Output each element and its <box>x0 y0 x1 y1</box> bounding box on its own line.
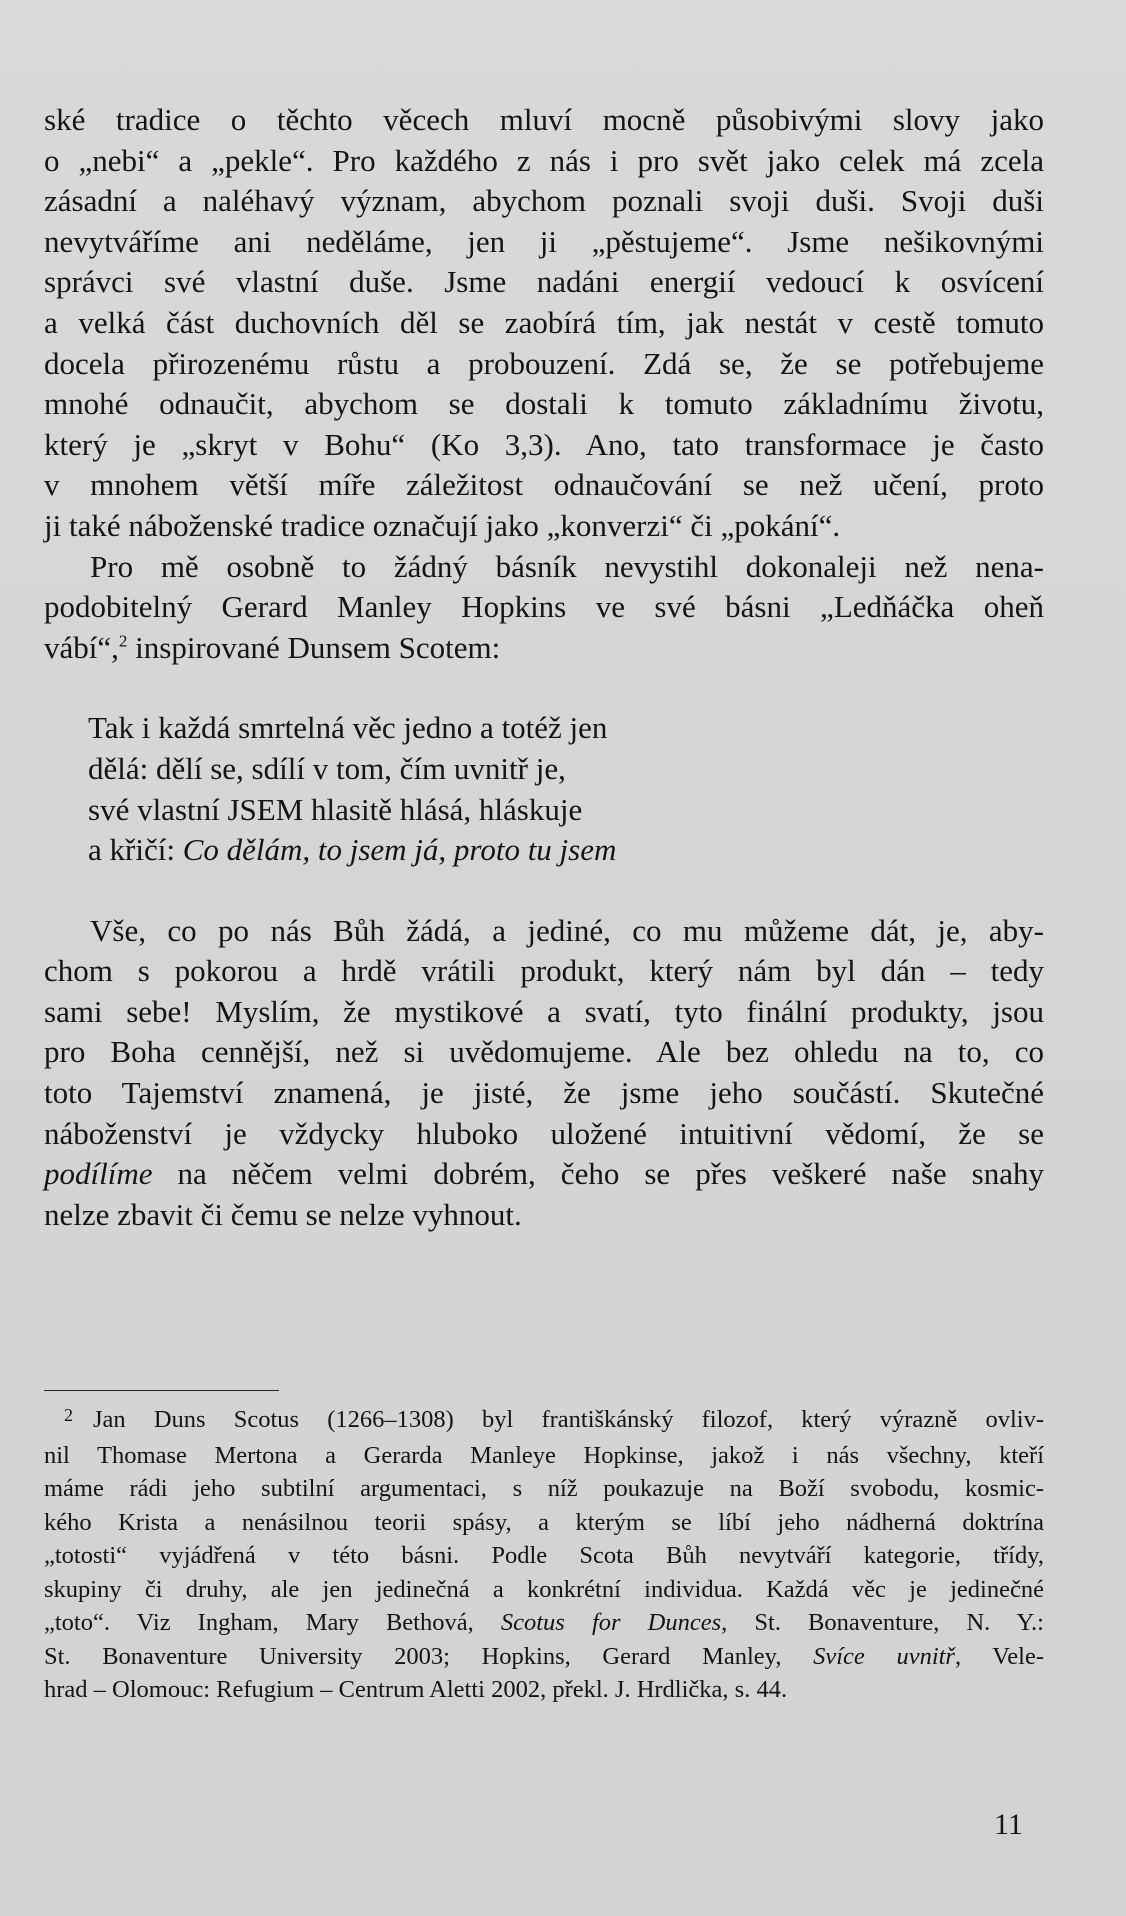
text-line: pro Boha cennější, než si uvědomujeme. Ale bez ohledu na to, co <box>44 1034 1044 1070</box>
poem-line <box>88 830 1044 871</box>
footnote-line: skupiny či druhy, ale jen jedinečná a konkrétní individua. Každá věc je jedinečné <box>44 1575 1044 1603</box>
footnote-divider <box>44 1390 279 1391</box>
text-fragment: St. Bonaventure University 2003; Hopkins, Gerard Manley, <box>44 1642 814 1670</box>
text-line: chom s pokorou a hrdě vrátili produkt, který nám byl dán – tedy <box>44 953 1044 989</box>
text-line: Pro mě osobně to žádný básník nevystihl dokonaleji než nena- <box>90 548 1044 584</box>
footnote-line: nil Thomase Mertona a Gerarda Manleye Hopkinse, jakož i nás všechny, kteří <box>44 1441 1044 1469</box>
italic-text: Svíce uvnitř <box>813 1642 955 1670</box>
text-fragment: inspirované Dunsem Scotem: <box>127 629 501 665</box>
text-line: ské tradice o těchto věcech mluví mocně působivými slovy jako <box>44 102 1044 137</box>
footnote-line: hrad – Olomouc: Refugium – Centrum Aletti 2002, překl. J. Hrdlička, s. 44. <box>44 1676 788 1703</box>
text-line: nelze zbavit či čemu se nelze vyhnout. <box>44 1196 522 1232</box>
footnote-line <box>44 1403 1044 1439</box>
text-line: toto Tajemství znamená, je jisté, že jsme jeho součástí. Skutečné <box>44 1075 1044 1111</box>
text-fragment: a křičí: <box>88 832 183 868</box>
text-line: náboženství je vždycky hluboko uložené intuitivní vědomí, že se <box>44 1115 1044 1151</box>
poem-line: své vlastní JSEM hlasitě hlásá, hláskuje <box>88 791 583 827</box>
text-line <box>44 1154 1044 1195</box>
italic-text: Scotus for Dunces <box>500 1609 722 1636</box>
italic-text: podílíme <box>44 1156 153 1192</box>
footnote-reference: 2 <box>118 631 128 651</box>
footnote-line: „totosti“ vyjádřená v této básni. Podle Scota Bůh nevytváří kategorie, třídy, <box>44 1542 1044 1569</box>
text-line: v mnohem větší míře záležitost odnaučování se než učení, proto <box>44 467 1044 503</box>
text-fragment: , St. Bonaventure, N. Y.: <box>721 1609 1044 1636</box>
page-number: 11 <box>994 1808 1023 1841</box>
text-fragment: Jan Duns Scotus (1266–1308) byl františkánský filozof, který výrazně ovliv- <box>93 1406 1044 1433</box>
text-line: podobitelný Gerard Manley Hopkins ve své básni „Ledňáčka oheň <box>44 589 1044 625</box>
footnote <box>44 1403 1044 1707</box>
poem-quote <box>44 708 1044 870</box>
text-line <box>44 628 1044 669</box>
text-line: o „nebi“ a „pekle“. Pro každého z nás i pro svět jako celek má zcela <box>44 142 1044 178</box>
text-line: zásadní a naléhavý význam, abychom poznali svoji duši. Svoji duši <box>44 183 1044 219</box>
text-line: ji také náboženské tradice označují jako „konverzi“ či „pokání“. <box>44 507 841 543</box>
footnote-line <box>44 1640 1044 1674</box>
footnote-number: 2 <box>64 1405 73 1425</box>
text-fragment: , Vele- <box>954 1642 1044 1670</box>
text-line: nevytváříme ani neděláme, jen ji „pěstujeme“. Jsme nešikovnými <box>44 223 1044 259</box>
text-line: který je „skryt v Bohu“ (Ko 3,3). Ano, tato transformace je často <box>44 426 1044 462</box>
text-fragment: „toto“. Viz Ingham, Mary Bethová, <box>44 1609 501 1636</box>
footnote-line: máme rádi jeho subtilní argumentaci, s níž poukazuje na Boží svobodu, kosmic- <box>44 1475 1044 1502</box>
main-text <box>44 100 1044 1235</box>
text-line: a velká část duchovních děl se zaobírá tím, jak nestát v cestě tomuto <box>44 304 1044 340</box>
text-fragment: na něčem velmi dobrém, čeho se přes veškeré naše snahy <box>152 1156 1044 1192</box>
footnote-line: kého Krista a nenásilnou teorii spásy, a kterým se líbí jeho nádherná doktrína <box>44 1508 1044 1536</box>
text-line: docela přirozenému růstu a probouzení. Zdá se, že se potřebujeme <box>44 345 1044 381</box>
text-line: správci své vlastní duše. Jsme nadáni energií vedoucí k osvícení <box>44 264 1044 300</box>
poem-line: dělá: dělí se, sdílí v tom, čím uvnitř je, <box>88 750 566 786</box>
footnote-line <box>44 1606 1044 1640</box>
italic-text: Co dělám, to jsem já, proto tu jsem <box>182 832 617 868</box>
poem-line: Tak i každá smrtelná věc jedno a totéž jen <box>88 710 608 746</box>
text-fragment: vábí“, <box>44 629 119 665</box>
text-line: sami sebe! Myslím, že mystikové a svatí, tyto finální produkty, jsou <box>44 993 1044 1029</box>
text-line: mnohé odnaučit, abychom se dostali k tomuto základnímu životu, <box>44 386 1044 422</box>
text-line: Vše, co po nás Bůh žádá, a jediné, co mu můžeme dát, je, aby- <box>90 912 1044 948</box>
